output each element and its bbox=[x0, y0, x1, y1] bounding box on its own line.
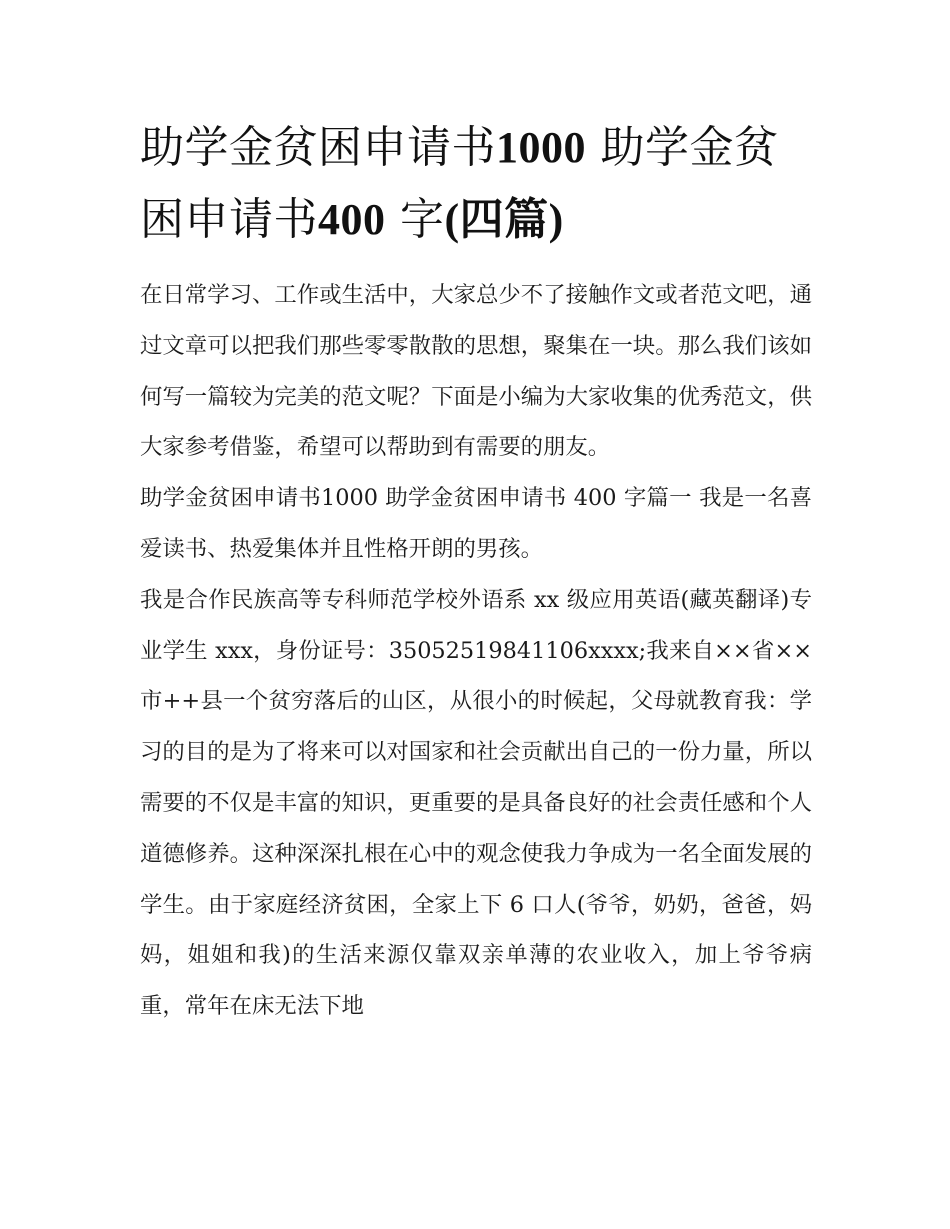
title-number-2: 400 bbox=[318, 195, 386, 244]
paragraph-section-one-heading: 助学金贫困申请书1000 助学金贫困申请书 400 字篇一 我是一名喜爱读书、热爱集体并且性格开朗的男孩。 bbox=[140, 485, 812, 562]
document-content bbox=[140, 112, 812, 1032]
title-text-1: 助学金贫困申请书 bbox=[140, 122, 496, 173]
title-text-2: 助学金贫困申请书 bbox=[140, 122, 779, 245]
document-title bbox=[140, 112, 812, 256]
title-text-3: 字 bbox=[385, 194, 445, 245]
title-number-1: 1000 bbox=[496, 123, 586, 172]
paragraph-intro: 在日常学习、工作或生活中，大家总少不了接触作文或者范文吧，通过文章可以把我们那些零零散散的思想，聚集在一块。那么我们该如何写一篇较为完美的范文呢？下面是小编为大家收集的优秀范文，供大家参考借鉴，希望可以帮助到有需要的朋友。 bbox=[140, 282, 812, 461]
paragraph-section-one-body: 我是合作民族高等专科师范学校外语系 xx 级应用英语(藏英翻译)专业学生 xxx，身份证号：35052519841106xxxx;我来自××省××市++县一个贫穷落后的山区，从很小的时候起，父母就教育我：学习的目的是为了将来可以对国家和社会贡献出自己的一份力量，所以需要的不仅是丰富的知识，更重要的是具备良好的社会责任感和个人道德修养。这种深深扎根在心中的观念使我力争成为一名全面发展的学生。由于家庭经济贫困，全家上下 6 口人(爷爷，奶奶，爸爸，妈妈，姐姐和我)的生活来源仅靠双亲单薄的农业收入，加上爷爷病重，常年在床无法下地 bbox=[140, 586, 812, 1020]
document-body bbox=[140, 270, 812, 1032]
title-text-4: (四篇) bbox=[444, 195, 564, 244]
